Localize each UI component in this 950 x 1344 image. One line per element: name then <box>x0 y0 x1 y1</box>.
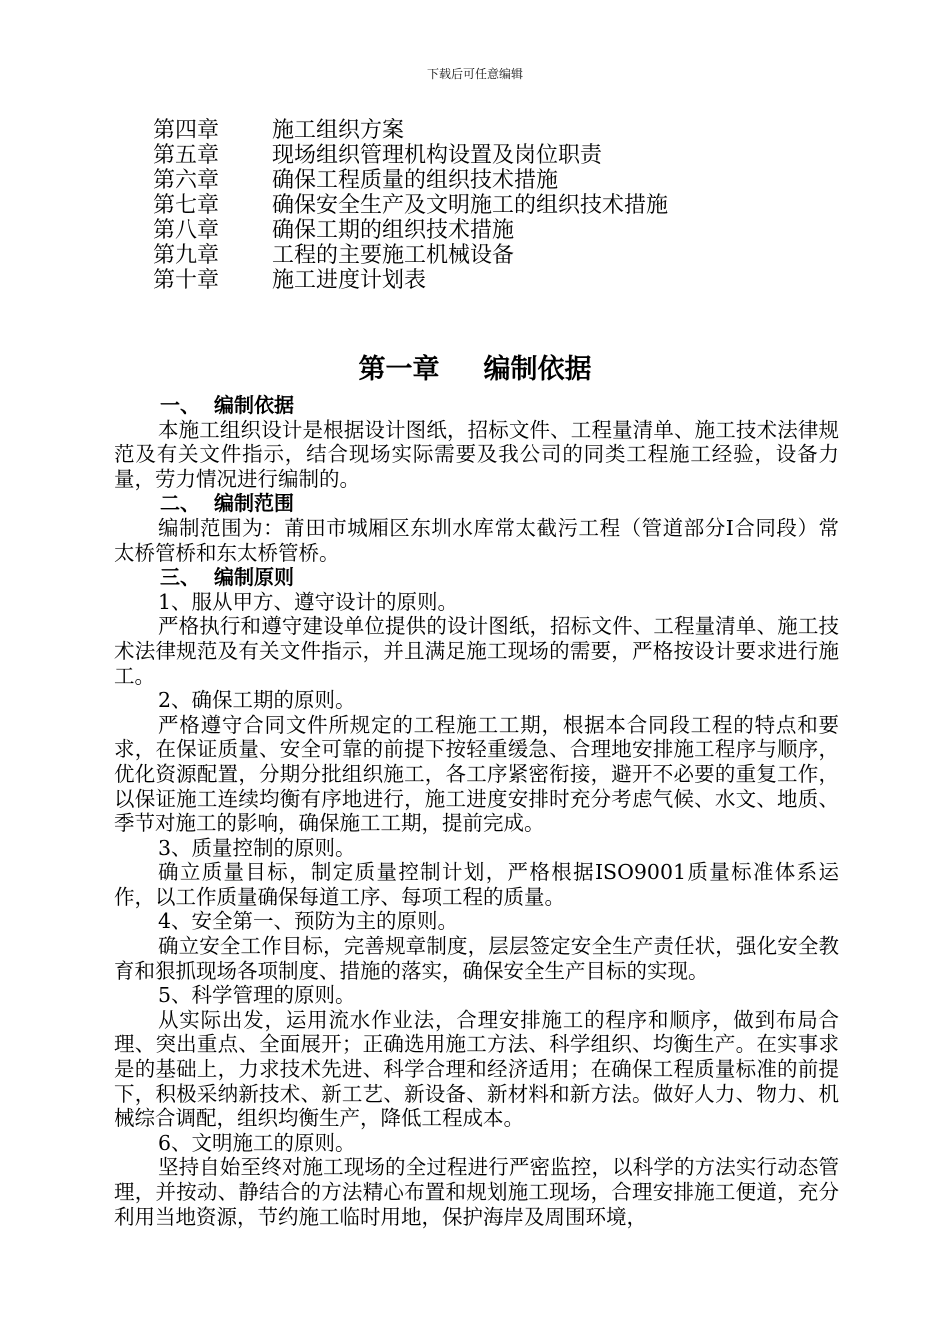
toc-chapter-title: 工程的主要施工机械设备 <box>272 243 515 268</box>
toc-row <box>153 168 803 193</box>
chapter-title <box>0 352 950 388</box>
toc-chapter-number: 第七章 <box>153 193 220 218</box>
toc-chapter-title: 确保工期的组织技术措施 <box>272 218 515 243</box>
toc-chapter-number: 第六章 <box>153 168 220 193</box>
toc-row <box>153 218 803 243</box>
toc-row <box>153 268 803 293</box>
toc-row <box>153 143 803 168</box>
section-heading <box>114 393 839 418</box>
section-index: 二、 <box>160 491 200 516</box>
toc-row <box>153 118 803 143</box>
section-heading <box>114 565 839 590</box>
toc-chapter-number: 第四章 <box>153 118 220 143</box>
toc-chapter-title: 施工组织方案 <box>272 118 405 143</box>
principle-title: 4、安全第一、预防为主的原则。 <box>158 909 459 934</box>
toc-chapter-number: 第八章 <box>153 218 220 243</box>
page-header-note: 下载后可任意编辑 <box>426 67 523 81</box>
section-index: 三、 <box>160 565 200 590</box>
toc-row <box>153 243 803 268</box>
section-title: 编制原则 <box>214 565 294 590</box>
toc-row <box>153 193 803 218</box>
principle-title: 3、质量控制的原则。 <box>158 835 356 860</box>
principle-paragraph: 确立安全工作目标，完善规章制度，层层签定安全生产责任状，强化安全教育和狠抓现场各项制度、措施的落实，确保安全生产目标的实现。 <box>114 934 839 983</box>
table-of-contents <box>153 118 803 293</box>
principle-title: 5、科学管理的原则。 <box>158 983 356 1008</box>
principle-title: 6、文明施工的原则。 <box>158 1130 356 1155</box>
toc-chapter-number: 第五章 <box>153 143 220 168</box>
toc-chapter-number: 第九章 <box>153 243 220 268</box>
section-heading <box>114 491 839 516</box>
chapter-name: 编制依据 <box>483 354 592 385</box>
toc-chapter-title: 施工进度计划表 <box>272 268 427 293</box>
principle-paragraph: 严格执行和遵守建设单位提供的设计图纸，招标文件、工程量清单、施工技术法律规范及有关文件指示，并且满足施工现场的需要，严格按设计要求进行施工。 <box>114 614 839 688</box>
principle-paragraph: 确立质量目标，制定质量控制计划，严格根据ISO9001质量标准体系运作，以工作质量确保每道工序、每项工程的质量。 <box>114 860 839 909</box>
section-paragraph: 本施工组织设计是根据设计图纸，招标文件、工程量清单、施工技术法律规范及有关文件指示，结合现场实际需要及我公司的同类工程施工经验，设备力量，劳力情况进行编制的。 <box>114 417 839 491</box>
chapter-number: 第一章 <box>358 354 440 385</box>
principle-paragraph: 坚持自始至终对施工现场的全过程进行严密监控，以科学的方法实行动态管理，并按动、静结合的方法精心布置和规划施工现场，合理安排施工便道，充分利用当地资源，节约施工临时用地，保护海岸及周围环境， <box>114 1155 839 1229</box>
principle-paragraph: 严格遵守合同文件所规定的工程施工工期，根据本合同段工程的特点和要求，在保证质量、安全可靠的前提下按轻重缓急、合理地安排施工程序与顺序，优化资源配置，分期分批组织施工，各工序紧密衔接，避开不必要的重复工作，以保证施工连续均衡有序地进行，施工进度安排时充分考虑气候、水文、地质、季节对施工的影响，确保施工工期，提前完成。 <box>114 712 839 836</box>
toc-chapter-title: 现场组织管理机构设置及岗位职责 <box>272 143 603 168</box>
toc-chapter-title: 确保工程质量的组织技术措施 <box>272 168 559 193</box>
section-title: 编制依据 <box>214 393 294 417</box>
toc-chapter-title: 确保安全生产及文明施工的组织技术措施 <box>272 193 669 218</box>
principle-title: 1、服从甲方、遵守设计的原则。 <box>158 589 459 614</box>
principle-title: 2、确保工期的原则。 <box>158 688 356 713</box>
principle-paragraph: 从实际出发，运用流水作业法，合理安排施工的程序和顺序，做到布局合理、突出重点、全面展开；正确选用施工方法、科学组织、均衡生产。在实事求是的基础上，力求技术先进、科学合理和经济适用；在确保工程质量标准的前提下，积极采纳新技术、新工艺、新设备、新材料和新方法。做好人力、物力、机械综合调配，组织均衡生产，降低工程成本。 <box>114 1007 839 1131</box>
section-title: 编制范围 <box>214 491 294 516</box>
section-index: 一、 <box>160 393 200 417</box>
section-paragraph: 编制范围为：莆田市城厢区东圳水库常太截污工程（管道部分Ⅰ合同段）常太桥管桥和东太桥管桥。 <box>114 515 839 565</box>
toc-chapter-number: 第十章 <box>153 268 220 293</box>
document-body <box>114 393 839 1229</box>
